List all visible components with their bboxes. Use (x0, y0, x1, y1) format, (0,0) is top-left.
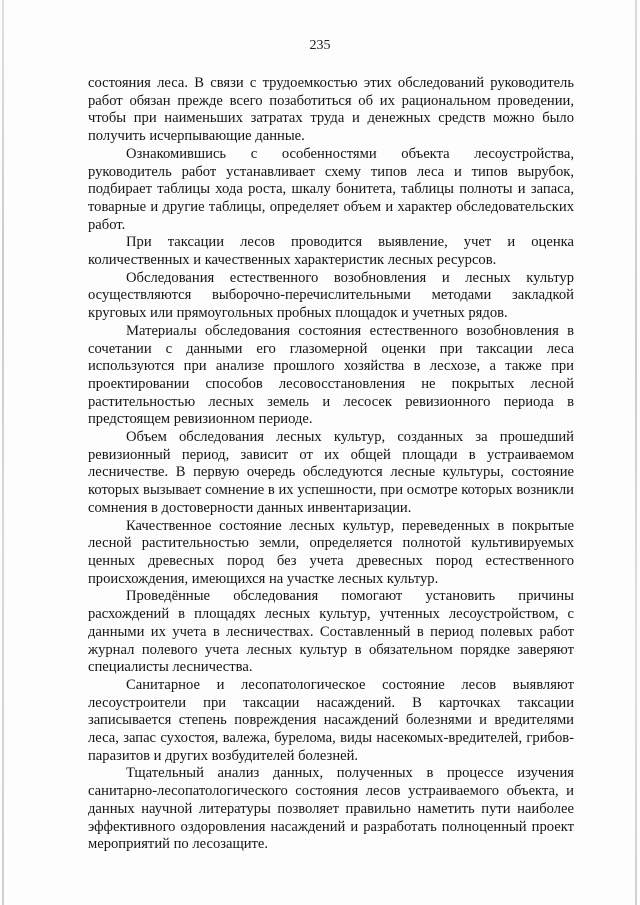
paragraph-8: Проведённые обследования помогают установить причины расхождений в площадях лесных культур, учтенных лесоустройством, с данными их учета в лесничествах. Составленный в период полевых работ журнал полевого учета лесных культур в обязательном порядке заверяют специалисты лесничества. (88, 588, 574, 676)
page-number: 235 (309, 38, 331, 53)
scan-edge-left (2, 0, 4, 905)
paragraph-1: состояния леса. В связи с трудоемкостью этих обследований руководитель работ обязан прежде всего позаботиться об их рациональном проведении, чтобы при наименьших затратах труда и денежных средств можно было получить исчерпывающие данные. (88, 75, 574, 145)
paragraph-2: Ознакомившись с особенностями объекта лесоустройства, руководитель работ устанавливает схему типов леса и типов вырубок, подбирает таблицы хода роста, шкалу бонитета, таблицы полноты и запаса, товарные и другие таблицы, определяет объем и характер обследовательских работ. (88, 145, 574, 233)
paragraph-7: Качественное состояние лесных культур, переведенных в покрытые лесной растительностью земли, определяется полнотой культивируемых ценных древесных пород без учета древесных пород естественного происхождения, имеющихся на участке лесных культур. (88, 517, 574, 587)
paragraph-4: Обследования естественного возобновления и лесных культур осуществляются выборочно-перечислительными методами закладкой круговых или прямоугольных пробных площадок и учетных рядов. (88, 269, 574, 322)
scan-edge-right (635, 0, 637, 905)
paragraph-6: Объем обследования лесных культур, созданных за прошедший ревизионный период, зависит от их общей площади в устраиваемом лесничестве. В первую очередь обследуются лесные культуры, состояние которых вызывает сомнение в их успешности, при осмотре которых возникли сомнения в достоверности данных инвентаризации. (88, 429, 574, 516)
paragraph-10: Тщательный анализ данных, полученных в процессе изучения санитарно-лесопатологического состояния лесов устраиваемого объекта, и данных научной литературы позволяет правильно наметить пути наиболее эффективного оздоровления насаждений и разработать полноценный проект мероприятий по лесозащите. (88, 765, 574, 853)
paragraph-9: Санитарное и лесопатологическое состояние лесов выявляют лесоустроители при таксации насаждений. В карточках таксации записывается степень повреждения насаждений болезнями и вредителями леса, запас сухостоя, валежа, бурелома, виды насекомых-вредителей, грибов-паразитов и других возбудителей болезней. (88, 676, 574, 764)
paragraph-5: Материалы обследования состояния естественного возобновления в сочетании с данными его глазомерной оценки при таксации леса используются при анализе прошлого хозяйства в лесхозе, а также при проектировании способов лесовосстановления не покрытых лесной растительностью лесных земель и лесосек ревизионного периода в предстоящем ревизионном периоде. (88, 322, 574, 428)
paragraph-3: При таксации лесов проводится выявление, учет и оценка количественных и качественных характеристик лесных ресурсов. (88, 234, 574, 269)
body-text (88, 75, 574, 854)
